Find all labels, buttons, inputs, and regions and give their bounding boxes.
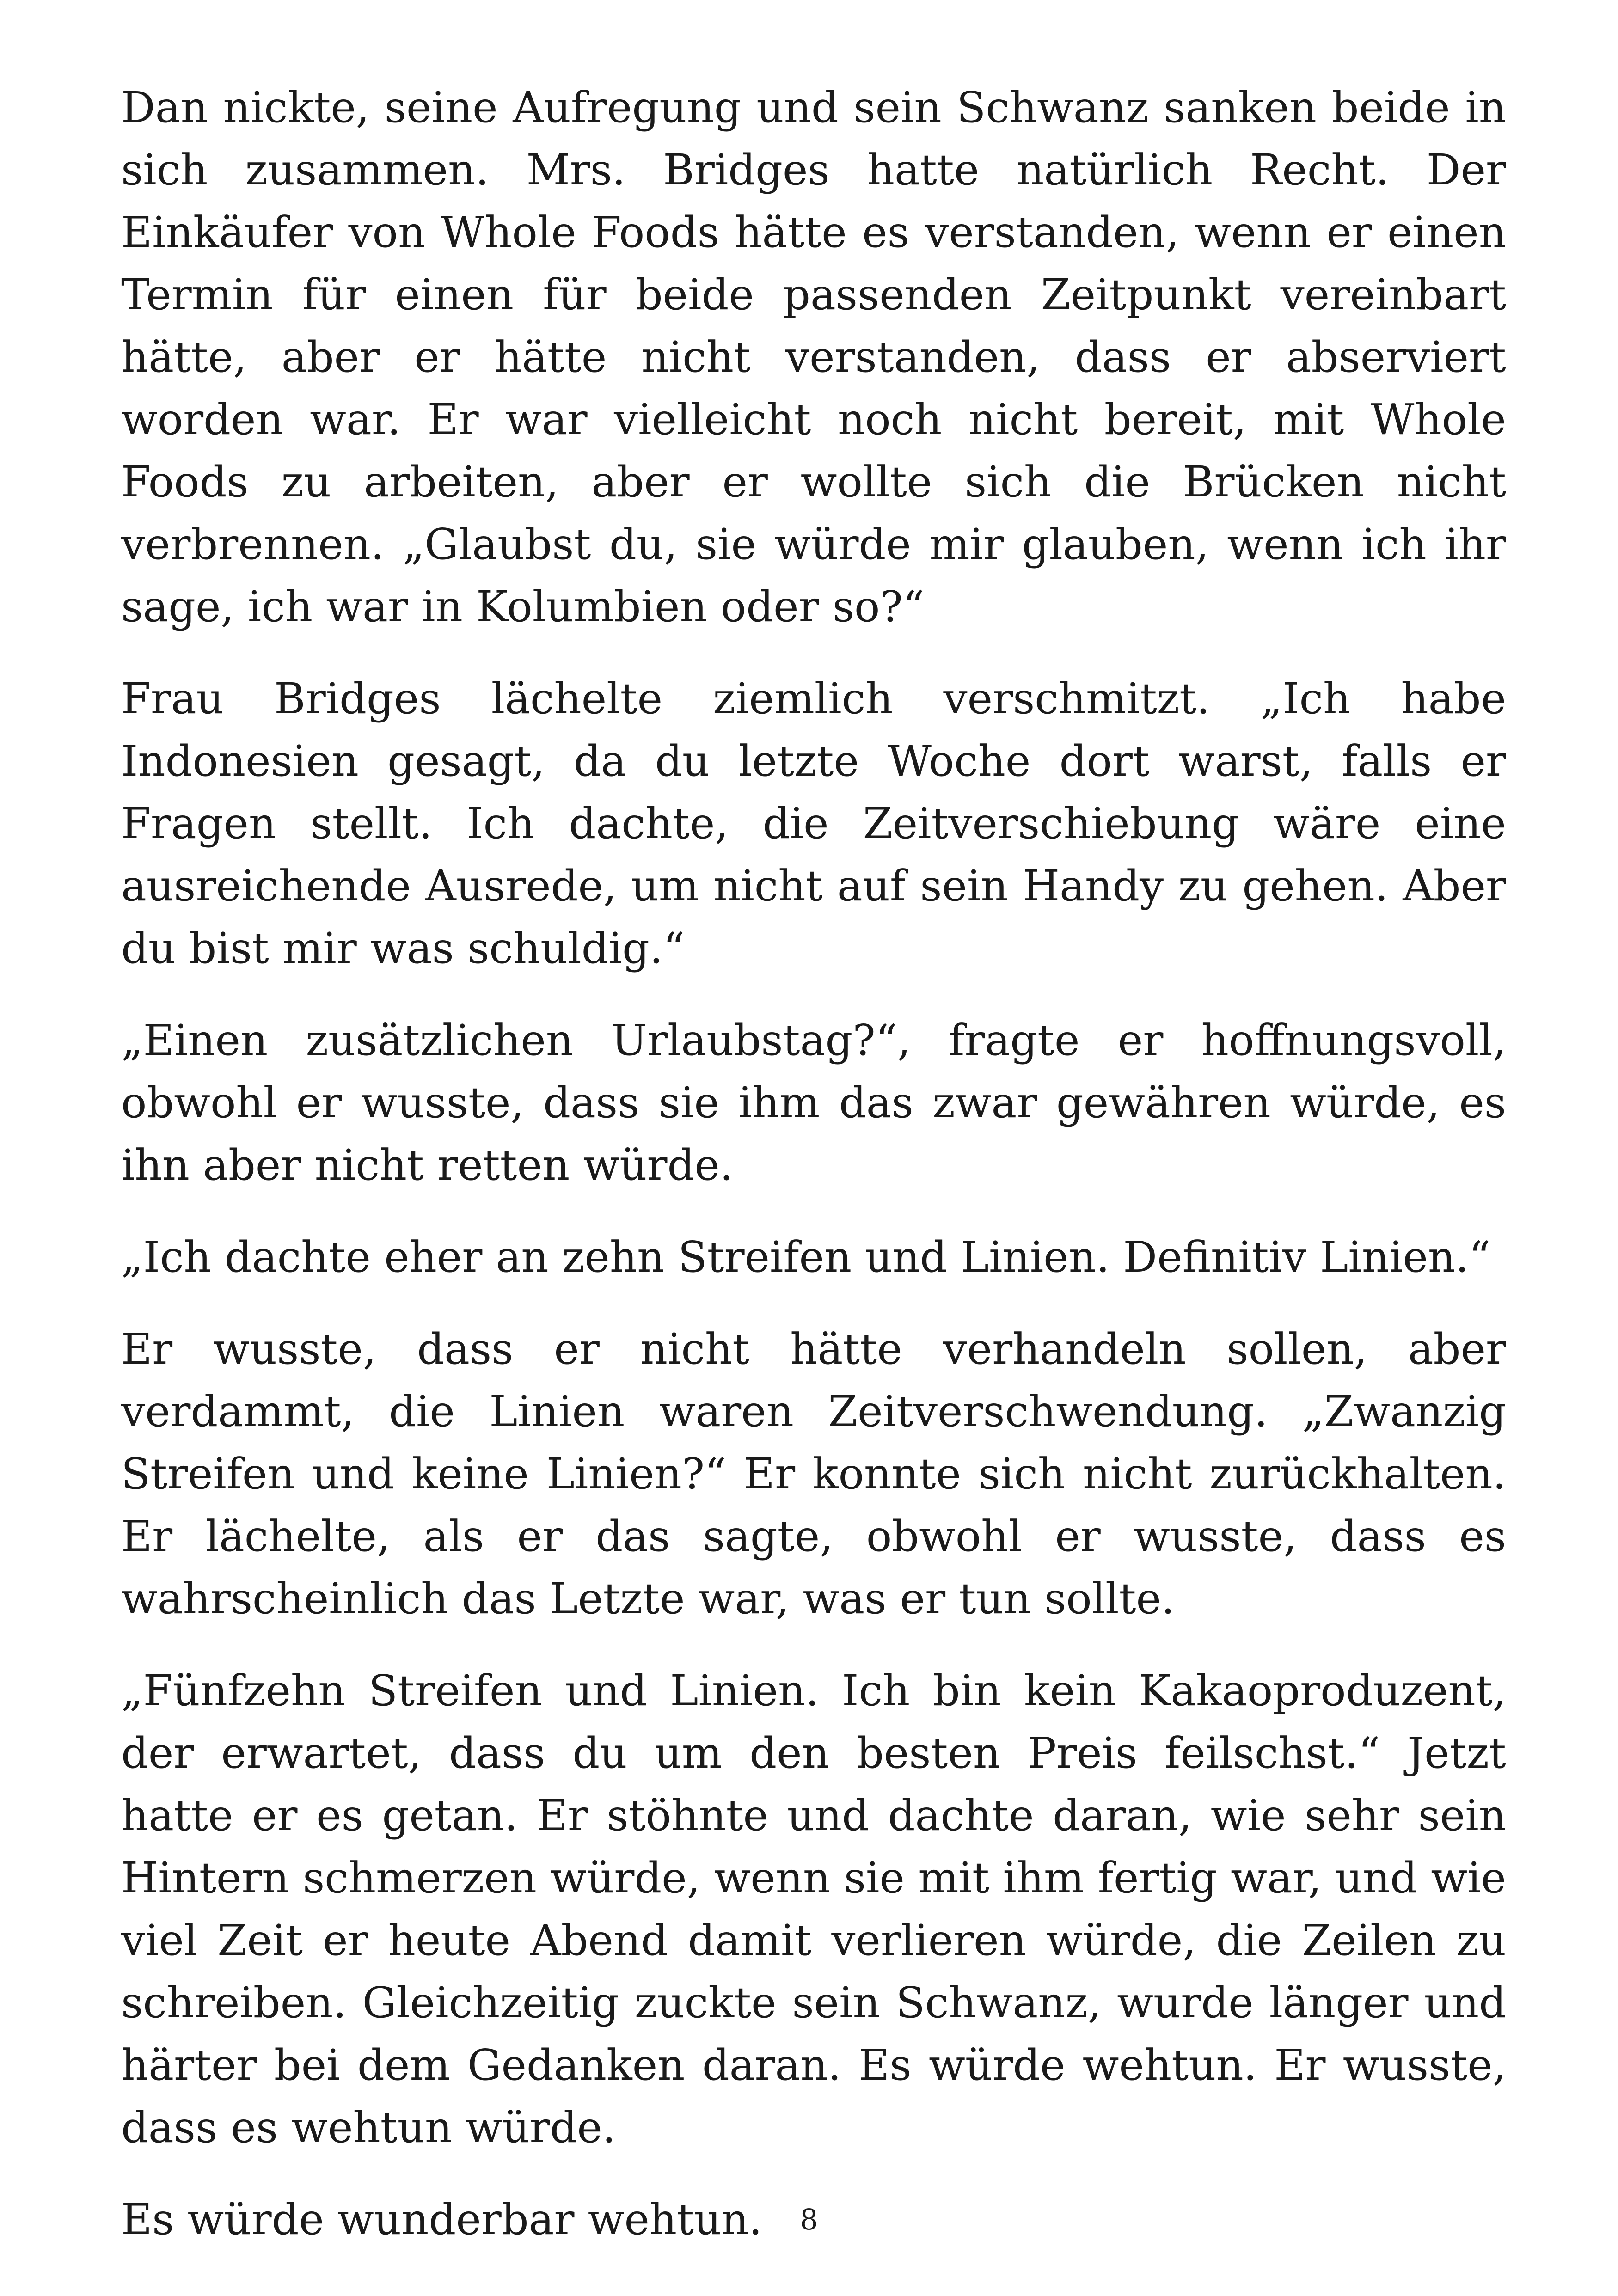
paragraph-6: „Fünfzehn Streifen und Linien. Ich bin kein Kakaoproduzent, der erwartet, dass du um den besten Preis feilschst.“ Jetzt hatte er es getan. Er stöhnte und dachte daran, wie sehr sein Hintern schmerzen würde, wenn sie mit ihm fertig war, und wie viel Zeit er heute Abend damit verlieren würde, die Zeilen zu schreiben. Gleichzeitig zuckte sein Schwanz, wurde länger und härter bei dem Gedanken daran. Es würde wehtun. Er wusste, dass es wehtun würde.	[121, 1666, 1506, 2152]
paragraph-3: „Einen zusätzlichen Urlaubstag?“, fragte er hoffnungsvoll, obwohl er wusste, dass sie ihm das zwar gewähren würde, es ihn aber nicht retten würde.	[121, 1016, 1506, 1190]
paragraph-4: „Ich dachte eher an zehn Streifen und Linien. Definitiv Linien.“	[121, 1232, 1491, 1282]
page-number: 8	[800, 2203, 818, 2236]
paragraph-1: Dan nickte, seine Aufregung und sein Schwanz sanken beide in sich zusammen. Mrs. Bridges hatte natürlich Recht. Der Einkäufer von Whole Foods hätte es verstanden, wenn er einen Termin für einen für beide passenden Zeitpunkt vereinbart hätte, aber er hätte nicht verstanden, dass er abserviert worden war. Er war vielleicht noch nicht bereit, mit Whole Foods zu arbeiten, aber er wollte sich die Brücken nicht verbrennen. „Glaubst du, sie würde mir glauben, wenn ich ihr sage, ich war in Kolumbien oder so?“	[121, 83, 1506, 631]
paragraph-7: Es würde wunderbar wehtun.	[121, 2195, 762, 2244]
paragraph-2: Frau Bridges lächelte ziemlich verschmitzt. „Ich habe Indonesien gesagt, da du letzte Woche dort warst, falls er Fragen stellt. Ich dachte, die Zeitverschiebung wäre eine ausreichende Ausrede, um nicht auf sein Handy zu gehen. Aber du bist mir was schuldig.“	[121, 674, 1506, 973]
document-body	[121, 76, 1506, 2280]
paragraph-5: Er wusste, dass er nicht hätte verhandeln sollen, aber verdammt, die Linien waren Zeitverschwendung. „Zwanzig Streifen und keine Linien?“ Er konnte sich nicht zurückhalten. Er lächelte, als er das sagte, obwohl er wusste, dass es wahrscheinlich das Letzte war, was er tun sollte.	[121, 1324, 1506, 1623]
